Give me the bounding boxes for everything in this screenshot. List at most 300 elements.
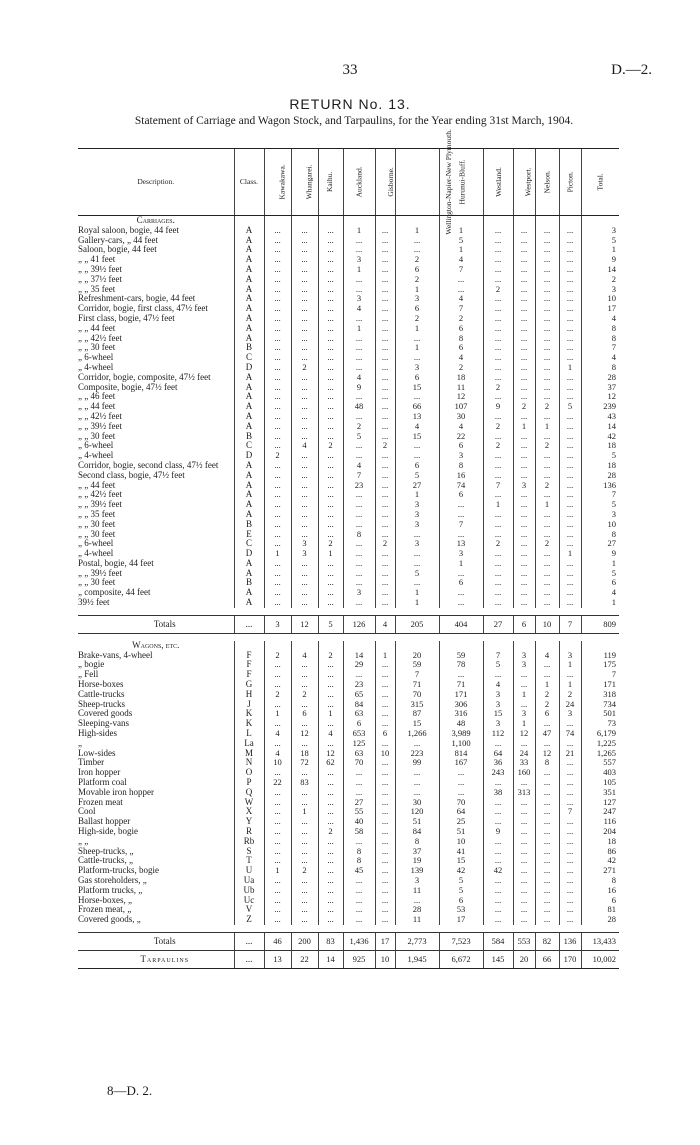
value-cell: ... bbox=[513, 294, 535, 304]
value-cell: 306 bbox=[439, 700, 483, 710]
column-header bbox=[483, 149, 513, 216]
total-cell: 10,002 bbox=[581, 950, 619, 968]
value-cell: ... bbox=[559, 798, 581, 808]
description-cell: Royal saloon, bogie, 44 feet bbox=[78, 224, 179, 235]
description-cell: „ Fell bbox=[78, 669, 99, 680]
description-cell: „ „ 44 feet bbox=[78, 479, 116, 490]
description-cell: „ „ 42½ feet bbox=[78, 332, 122, 343]
description-cell: „ „ 42½ feet bbox=[78, 410, 122, 421]
value-cell: 30 bbox=[395, 798, 439, 808]
value-cell: 1 bbox=[318, 549, 343, 559]
value-cell: ... bbox=[264, 660, 291, 670]
table-row bbox=[78, 481, 619, 491]
value-cell: 1 bbox=[375, 651, 395, 661]
value-cell: 1 bbox=[439, 559, 483, 569]
value-cell: ... bbox=[483, 275, 513, 285]
value-cell: 4 bbox=[395, 422, 439, 432]
class-cell: A bbox=[234, 402, 264, 412]
value-cell: 38 bbox=[483, 788, 513, 798]
description-cell: „ „ 30 feet bbox=[78, 430, 116, 441]
class-cell: A bbox=[234, 294, 264, 304]
value-cell: ... bbox=[318, 807, 343, 817]
value-cell: ... bbox=[375, 500, 395, 510]
value-cell: ... bbox=[559, 441, 581, 451]
total-cell: 37 bbox=[581, 383, 619, 393]
value-cell: ... bbox=[291, 334, 318, 344]
value-cell: 5 bbox=[439, 236, 483, 246]
value-cell: ... bbox=[559, 285, 581, 295]
value-cell: ... bbox=[375, 719, 395, 729]
value-cell: ... bbox=[291, 530, 318, 540]
value-cell: 36 bbox=[483, 758, 513, 768]
value-cell: ... bbox=[559, 490, 581, 500]
value-cell: 83 bbox=[291, 778, 318, 788]
value-cell: 4 bbox=[318, 729, 343, 739]
class-cell: G bbox=[234, 680, 264, 690]
value-cell: 12 bbox=[291, 729, 318, 739]
column-header bbox=[535, 149, 559, 216]
value-cell: ... bbox=[264, 353, 291, 363]
column-header-label: Wellington-Napier-New Plymouth. bbox=[443, 128, 453, 235]
value-cell: 1 bbox=[395, 343, 439, 353]
value-cell: ... bbox=[318, 245, 343, 255]
value-cell: ... bbox=[535, 588, 559, 598]
value-cell: ... bbox=[318, 236, 343, 246]
value-cell: 6 bbox=[395, 373, 439, 383]
description-cell: „ „ 39½ feet bbox=[78, 567, 122, 578]
class-cell: S bbox=[234, 847, 264, 857]
value-cell: 2,773 bbox=[395, 932, 439, 950]
value-cell: ... bbox=[318, 334, 343, 344]
value-cell: ... bbox=[559, 383, 581, 393]
value-cell: ... bbox=[375, 245, 395, 255]
class-cell: A bbox=[234, 314, 264, 324]
value-cell: ... bbox=[318, 690, 343, 700]
value-cell: 171 bbox=[439, 690, 483, 700]
document-reference: D.—2. bbox=[611, 62, 652, 78]
totals-row bbox=[78, 615, 619, 633]
value-cell: ... bbox=[375, 373, 395, 383]
description-cell: Refreshment-cars, bogie, 44 feet bbox=[78, 293, 196, 304]
column-header bbox=[234, 149, 264, 216]
value-cell: ... bbox=[483, 510, 513, 520]
class-cell: A bbox=[234, 373, 264, 383]
description-cell: High-side, bogie bbox=[78, 826, 138, 837]
value-cell: ... bbox=[375, 837, 395, 847]
value-cell: ... bbox=[318, 588, 343, 598]
value-cell: 3 bbox=[483, 690, 513, 700]
value-cell: ... bbox=[513, 827, 535, 837]
value-cell: 3 bbox=[395, 876, 439, 886]
description-cell: Cattle-trucks, „ bbox=[78, 855, 133, 866]
value-cell: 15 bbox=[395, 432, 439, 442]
value-cell: ... bbox=[375, 709, 395, 719]
description-cell: Covered goods, „ bbox=[78, 914, 141, 925]
value-cell: ... bbox=[264, 598, 291, 608]
column-header-label: Gisborne. bbox=[385, 166, 395, 197]
value-cell: ... bbox=[513, 245, 535, 255]
value-cell: 243 bbox=[483, 768, 513, 778]
value-cell: ... bbox=[513, 549, 535, 559]
value-cell: ... bbox=[535, 245, 559, 255]
description-cell: „ 6-wheel bbox=[78, 440, 114, 451]
total-cell: 4 bbox=[581, 353, 619, 363]
value-cell: ... bbox=[291, 915, 318, 925]
value-cell: ... bbox=[559, 719, 581, 729]
value-cell: 1 bbox=[395, 490, 439, 500]
class-cell: La bbox=[234, 739, 264, 749]
class-cell: A bbox=[234, 490, 264, 500]
value-cell: ... bbox=[343, 363, 375, 373]
value-cell: ... bbox=[343, 441, 375, 451]
total-cell: 14 bbox=[581, 422, 619, 432]
value-cell: ... bbox=[291, 670, 318, 680]
class-cell: Y bbox=[234, 817, 264, 827]
table-row bbox=[78, 709, 619, 719]
value-cell: ... bbox=[395, 739, 439, 749]
description-cell: „ „ 30 feet bbox=[78, 342, 116, 353]
value-cell: ... bbox=[291, 578, 318, 588]
description-cell: Cattle-trucks bbox=[78, 688, 125, 699]
description-cell: „ 4-wheel bbox=[78, 548, 114, 559]
value-cell: ... bbox=[318, 798, 343, 808]
spacer-row bbox=[78, 925, 619, 933]
value-cell: ... bbox=[264, 500, 291, 510]
class-cell: E bbox=[234, 530, 264, 540]
value-cell: 1 bbox=[318, 709, 343, 719]
value-cell: 7 bbox=[483, 481, 513, 491]
value-cell: ... bbox=[483, 876, 513, 886]
value-cell: ... bbox=[343, 598, 375, 608]
value-cell: ... bbox=[513, 314, 535, 324]
description-cell: Timber bbox=[78, 757, 105, 768]
stock-table-wrapper bbox=[78, 128, 619, 969]
value-cell: ... bbox=[513, 285, 535, 295]
value-cell: 27 bbox=[483, 615, 513, 633]
description-cell: 39½ feet bbox=[78, 597, 110, 608]
value-cell: ... bbox=[559, 392, 581, 402]
table-row bbox=[78, 490, 619, 500]
section-heading: Wagons, etc. bbox=[132, 639, 180, 650]
class-cell: ... bbox=[234, 615, 264, 633]
value-cell: 6 bbox=[439, 490, 483, 500]
value-cell: ... bbox=[513, 847, 535, 857]
class-cell: Ua bbox=[234, 876, 264, 886]
value-cell: ... bbox=[375, 827, 395, 837]
value-cell: 2 bbox=[439, 363, 483, 373]
value-cell: ... bbox=[343, 275, 375, 285]
value-cell: ... bbox=[395, 530, 439, 540]
total-cell: 13,433 bbox=[581, 932, 619, 950]
value-cell: 59 bbox=[439, 651, 483, 661]
value-cell: ... bbox=[513, 588, 535, 598]
value-cell: ... bbox=[343, 788, 375, 798]
value-cell: 15 bbox=[483, 709, 513, 719]
value-cell: 5 bbox=[318, 615, 343, 633]
value-cell: ... bbox=[264, 304, 291, 314]
table-row bbox=[78, 383, 619, 393]
value-cell: 99 bbox=[395, 758, 439, 768]
value-cell: ... bbox=[343, 896, 375, 906]
value-cell: ... bbox=[535, 324, 559, 334]
table-row bbox=[78, 588, 619, 598]
class-cell: K bbox=[234, 719, 264, 729]
value-cell: ... bbox=[483, 807, 513, 817]
value-cell: ... bbox=[513, 490, 535, 500]
table-row bbox=[78, 412, 619, 422]
class-cell: A bbox=[234, 461, 264, 471]
total-cell: 1,225 bbox=[581, 739, 619, 749]
value-cell: ... bbox=[318, 285, 343, 295]
value-cell: 2 bbox=[318, 441, 343, 451]
value-cell: 17 bbox=[439, 915, 483, 925]
value-cell: 2 bbox=[291, 690, 318, 700]
value-cell: ... bbox=[513, 343, 535, 353]
table-row bbox=[78, 432, 619, 442]
value-cell: ... bbox=[291, 817, 318, 827]
value-cell: 82 bbox=[535, 932, 559, 950]
value-cell: 313 bbox=[513, 788, 535, 798]
column-header-label: Westland. bbox=[493, 166, 503, 197]
value-cell: ... bbox=[535, 768, 559, 778]
value-cell: 139 bbox=[395, 866, 439, 876]
value-cell: 11 bbox=[439, 383, 483, 393]
value-cell: ... bbox=[483, 304, 513, 314]
value-cell: 3 bbox=[343, 588, 375, 598]
value-cell: 5 bbox=[343, 432, 375, 442]
column-header-label: Westport. bbox=[522, 167, 532, 196]
value-cell: ... bbox=[535, 432, 559, 442]
value-cell: 71 bbox=[395, 680, 439, 690]
value-cell: 5 bbox=[439, 886, 483, 896]
value-cell: 15 bbox=[395, 383, 439, 393]
value-cell: 2 bbox=[375, 441, 395, 451]
table-row bbox=[78, 896, 619, 906]
description-cell: Low-sides bbox=[78, 747, 116, 758]
description-cell: Gas storeholders, „ bbox=[78, 875, 147, 885]
class-cell: A bbox=[234, 226, 264, 236]
value-cell: ... bbox=[395, 451, 439, 461]
value-cell: 27 bbox=[343, 798, 375, 808]
value-cell: ... bbox=[559, 598, 581, 608]
value-cell: ... bbox=[513, 856, 535, 866]
value-cell: ... bbox=[439, 569, 483, 579]
value-cell: ... bbox=[291, 598, 318, 608]
value-cell: ... bbox=[343, 490, 375, 500]
value-cell: 1 bbox=[343, 226, 375, 236]
value-cell: ... bbox=[395, 353, 439, 363]
total-cell: 17 bbox=[581, 304, 619, 314]
value-cell: 63 bbox=[343, 709, 375, 719]
class-cell: A bbox=[234, 422, 264, 432]
value-cell: 48 bbox=[439, 719, 483, 729]
column-header bbox=[318, 149, 343, 216]
class-cell: F bbox=[234, 660, 264, 670]
value-cell: 58 bbox=[343, 827, 375, 837]
total-cell: 9 bbox=[581, 255, 619, 265]
value-cell: ... bbox=[318, 324, 343, 334]
table-row bbox=[78, 441, 619, 451]
description-cell: Tarpaulins bbox=[78, 950, 234, 968]
value-cell: ... bbox=[559, 275, 581, 285]
description-cell: „ „ 42½ feet bbox=[78, 489, 122, 500]
value-cell: ... bbox=[483, 530, 513, 540]
value-cell: 37 bbox=[395, 847, 439, 857]
total-cell: 81 bbox=[581, 905, 619, 915]
value-cell: ... bbox=[535, 660, 559, 670]
value-cell: ... bbox=[291, 569, 318, 579]
class-cell: X bbox=[234, 807, 264, 817]
value-cell: ... bbox=[264, 578, 291, 588]
value-cell: ... bbox=[559, 778, 581, 788]
value-cell: ... bbox=[559, 788, 581, 798]
value-cell: 7 bbox=[559, 807, 581, 817]
value-cell: ... bbox=[343, 236, 375, 246]
description-cell: Sleeping-vans bbox=[78, 718, 129, 729]
value-cell: 3 bbox=[343, 294, 375, 304]
value-cell: ... bbox=[318, 412, 343, 422]
value-cell: ... bbox=[264, 294, 291, 304]
value-cell: ... bbox=[559, 314, 581, 324]
value-cell: ... bbox=[318, 422, 343, 432]
class-cell: K bbox=[234, 709, 264, 719]
value-cell: ... bbox=[264, 588, 291, 598]
value-cell: ... bbox=[343, 886, 375, 896]
value-cell: ... bbox=[375, 530, 395, 540]
value-cell: ... bbox=[318, 510, 343, 520]
value-cell: ... bbox=[483, 559, 513, 569]
description-cell: Covered goods bbox=[78, 708, 133, 719]
value-cell: ... bbox=[318, 530, 343, 540]
total-cell: 204 bbox=[581, 827, 619, 837]
column-header-label: Kawakawa. bbox=[277, 163, 287, 200]
value-cell: ... bbox=[318, 578, 343, 588]
description-cell: Second class, bogie, 47½ feet bbox=[78, 469, 185, 480]
value-cell: ... bbox=[264, 827, 291, 837]
table-row bbox=[78, 660, 619, 670]
value-cell: 7 bbox=[395, 670, 439, 680]
value-cell: ... bbox=[559, 432, 581, 442]
description-cell: „ „ 30 feet bbox=[78, 518, 116, 529]
value-cell: ... bbox=[375, 660, 395, 670]
value-cell: ... bbox=[513, 363, 535, 373]
value-cell: ... bbox=[513, 817, 535, 827]
class-cell: B bbox=[234, 578, 264, 588]
value-cell: 7 bbox=[439, 265, 483, 275]
value-cell: ... bbox=[375, 569, 395, 579]
value-cell: ... bbox=[513, 680, 535, 690]
class-cell: A bbox=[234, 500, 264, 510]
value-cell: ... bbox=[264, 432, 291, 442]
value-cell: ... bbox=[375, 294, 395, 304]
value-cell: ... bbox=[483, 265, 513, 275]
value-cell: 2 bbox=[318, 651, 343, 661]
value-cell: 12 bbox=[291, 615, 318, 633]
total-cell: 1,265 bbox=[581, 749, 619, 759]
total-cell: 5 bbox=[581, 451, 619, 461]
value-cell: ... bbox=[513, 236, 535, 246]
value-cell: ... bbox=[559, 500, 581, 510]
value-cell: ... bbox=[513, 265, 535, 275]
value-cell: 1 bbox=[395, 588, 439, 598]
value-cell: 8 bbox=[343, 530, 375, 540]
value-cell: 42 bbox=[483, 866, 513, 876]
value-cell: ... bbox=[318, 471, 343, 481]
value-cell: ... bbox=[264, 798, 291, 808]
value-cell: 2 bbox=[343, 422, 375, 432]
value-cell: ... bbox=[291, 896, 318, 906]
class-cell: Ub bbox=[234, 886, 264, 896]
table-row bbox=[78, 827, 619, 837]
value-cell: 28 bbox=[395, 905, 439, 915]
value-cell: ... bbox=[439, 500, 483, 510]
value-cell: ... bbox=[513, 451, 535, 461]
description-cell: Platform coal bbox=[78, 777, 127, 788]
value-cell: ... bbox=[513, 275, 535, 285]
value-cell: ... bbox=[559, 520, 581, 530]
value-cell: ... bbox=[535, 807, 559, 817]
class-cell: ... bbox=[234, 950, 264, 968]
value-cell: 653 bbox=[343, 729, 375, 739]
value-cell: ... bbox=[375, 807, 395, 817]
value-cell: ... bbox=[513, 578, 535, 588]
value-cell: ... bbox=[395, 578, 439, 588]
value-cell: ... bbox=[559, 886, 581, 896]
value-cell: ... bbox=[264, 739, 291, 749]
class-cell: A bbox=[234, 265, 264, 275]
value-cell: 2 bbox=[264, 451, 291, 461]
value-cell: ... bbox=[318, 768, 343, 778]
total-cell: 7 bbox=[581, 343, 619, 353]
value-cell: ... bbox=[559, 245, 581, 255]
value-cell: ... bbox=[483, 245, 513, 255]
value-cell: ... bbox=[264, 392, 291, 402]
value-cell: 70 bbox=[395, 690, 439, 700]
total-cell: 247 bbox=[581, 807, 619, 817]
value-cell: ... bbox=[264, 847, 291, 857]
total-cell: 4 bbox=[581, 314, 619, 324]
value-cell: 167 bbox=[439, 758, 483, 768]
value-cell: ... bbox=[264, 490, 291, 500]
value-cell: 145 bbox=[483, 950, 513, 968]
column-header-label: Auckland. bbox=[354, 165, 364, 198]
spacer-cell bbox=[78, 925, 619, 933]
value-cell: ... bbox=[483, 461, 513, 471]
value-cell: ... bbox=[318, 680, 343, 690]
value-cell: ... bbox=[375, 226, 395, 236]
value-cell: 5 bbox=[559, 402, 581, 412]
value-cell: ... bbox=[264, 719, 291, 729]
description-cell: Frozen meat bbox=[78, 796, 123, 807]
value-cell: ... bbox=[395, 896, 439, 906]
class-cell: A bbox=[234, 392, 264, 402]
class-cell: A bbox=[234, 304, 264, 314]
value-cell: 10 bbox=[439, 837, 483, 847]
value-cell: 24 bbox=[559, 700, 581, 710]
value-cell: 78 bbox=[439, 660, 483, 670]
value-cell: 4 bbox=[439, 353, 483, 363]
value-cell: ... bbox=[318, 778, 343, 788]
value-cell: ... bbox=[264, 559, 291, 569]
column-header bbox=[264, 149, 291, 216]
value-cell: 1 bbox=[343, 265, 375, 275]
value-cell: ... bbox=[559, 837, 581, 847]
value-cell: ... bbox=[375, 324, 395, 334]
value-cell: ... bbox=[513, 559, 535, 569]
total-cell: 43 bbox=[581, 412, 619, 422]
value-cell: 4 bbox=[375, 615, 395, 633]
value-cell: ... bbox=[291, 471, 318, 481]
